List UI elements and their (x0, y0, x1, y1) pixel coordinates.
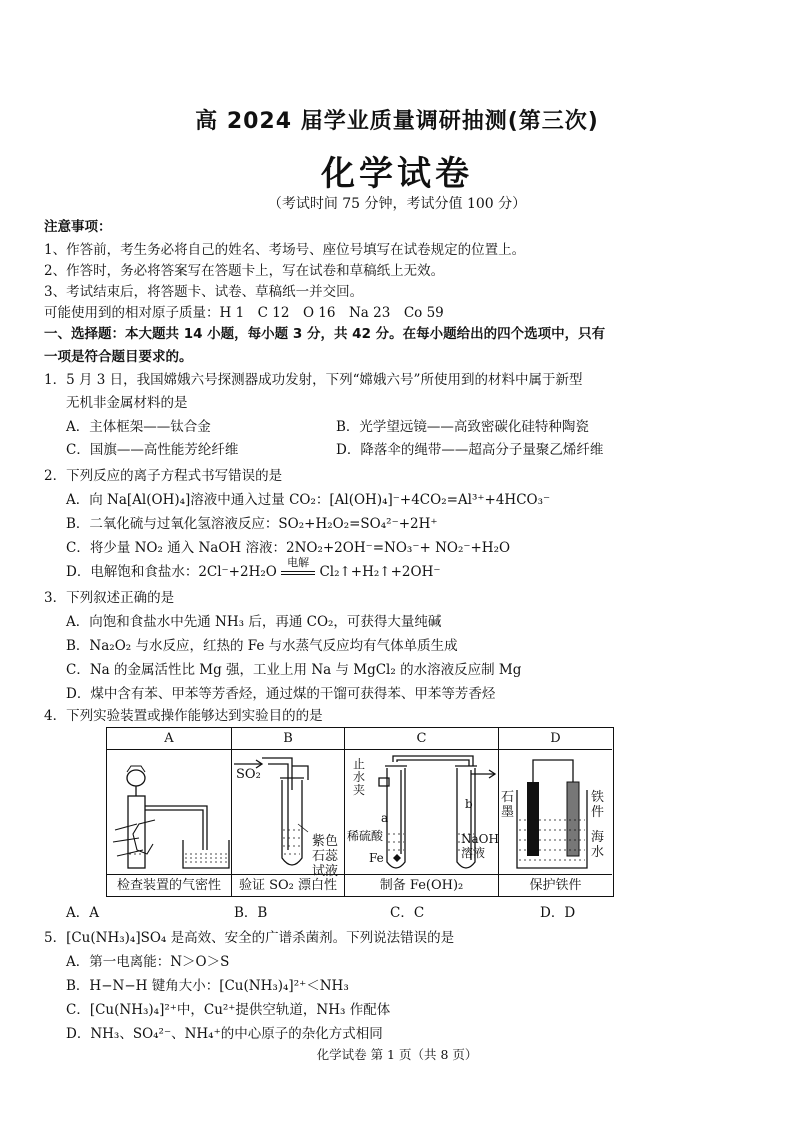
q2-option-d (66, 556, 441, 582)
q2-stem: 2．下列反应的离子方程式书写错误的是 (44, 468, 283, 484)
q1-option-c: C．国旗——高性能芳纶纤维 (66, 442, 239, 458)
q5-option-a: A．第一电离能：N＞O＞S (66, 954, 230, 970)
q4-option-c: C．C (390, 905, 425, 921)
column-header: D (499, 728, 612, 750)
tube-a-label: a (381, 811, 389, 825)
apparatus-column-c (345, 728, 499, 896)
q1-option-d: D．降落伞的绳带——超高分子量聚乙烯纤维 (336, 442, 604, 458)
naoh-label: NaOH 溶液 (461, 832, 499, 860)
litmus-label: 紫色 石蕊 试液 (312, 834, 339, 879)
stopcock-label: 止 水 夹 (353, 757, 366, 797)
iron-label: Fe (369, 851, 384, 865)
q4-apparatus-table (106, 727, 614, 897)
page-footer: 化学试卷 第 1 页（共 8 页） (316, 1047, 478, 1062)
q1-stem-cont: 无机非金属材料的是 (66, 395, 188, 411)
q5-stem: 5．[Cu(NH₃)₄]SO₄ 是高效、安全的广谱杀菌剂。下列说法错误的是 (44, 930, 455, 946)
iron-electrode (567, 782, 579, 856)
q3-option-a: A．向饱和食盐水中先通 NH₃ 后，再通 CO₂，可获得大量纯碱 (66, 614, 442, 630)
q2-option-a: A．向 Na[Al(OH)₄]溶液中通入过量 CO₂：[Al(OH)₄]⁻+4CO₂=Al³⁺+4HCO₃⁻ (66, 492, 551, 508)
so2-label: SO₂ (236, 767, 261, 782)
q4-option-d: D．D (540, 905, 576, 921)
q1-stem: 1．5 月 3 日，我国嫦娥六号探测器成功发射，下列“嫦娥六号”所使用到的材料中属于新型 (44, 372, 583, 388)
column-caption: 制备 Fe(OH)₂ (345, 874, 498, 896)
column-header: C (345, 728, 498, 750)
equals-line-bottom (281, 574, 315, 575)
column-header: A (107, 728, 231, 750)
graphite-label: 石 墨 (501, 790, 515, 820)
section-heading: 一、选择题：本大题共 14 小题，每小题 3 分，共 42 分。在每小题给出的四个选项中，只有 (44, 326, 606, 342)
q1-option-b: B．光学望远镜——高致密碳化硅特种陶瓷 (336, 419, 589, 435)
tube-b-label: b (465, 797, 473, 811)
apparatus-column-d (499, 728, 612, 896)
airtightness-apparatus (107, 750, 231, 874)
q4-option-a: A．A (66, 905, 99, 921)
section-heading-cont: 一项是符合题目要求的。 (44, 349, 193, 365)
exam-time-note: （考试时间 75 分钟，考试分值 100 分） (267, 196, 527, 212)
apparatus-column-b (232, 728, 345, 896)
q3-option-d: D．煤中含有苯、甲苯等芳香烃，通过煤的干馏可获得苯、甲苯等芳香烃 (66, 686, 496, 702)
seawater-label: 海 水 (591, 830, 605, 860)
q2-option-c: C．将少量 NO₂ 通入 NaOH 溶液：2NO₂+2OH⁻=NO₃⁻+ NO₂⁻+H₂O (66, 540, 511, 556)
q2-d-left: D．电解饱和食盐水：2Cl⁻+2H₂O (66, 564, 277, 580)
condition-text: 电解 (287, 556, 310, 569)
dilute-h2so4-label: 稀硫酸 (347, 829, 384, 843)
q3-stem: 3．下列叙述正确的是 (44, 590, 175, 606)
column-caption: 保护铁件 (499, 874, 612, 896)
note-item: 3、考试结束后，将答题卡、试卷、草稿纸一并交回。 (44, 284, 364, 300)
column-header: B (232, 728, 344, 750)
q4-stem: 4．下列实验装置或操作能够达到实验目的的是 (44, 708, 323, 724)
subject-title: 化学试卷 (321, 154, 473, 194)
q5-option-d: D．NH₃、SO₄²⁻、NH₄⁺的中心原子的杂化方式相同 (66, 1026, 383, 1042)
notes-heading: 注意事项： (44, 219, 112, 235)
note-item: 1、作答前，考生务必将自己的姓名、考场号、座位号填写在试卷规定的位置上。 (44, 242, 526, 258)
iron-hydroxide-apparatus (345, 750, 498, 874)
q3-option-b: B．Na₂O₂ 与水反应，红热的 Fe 与水蒸气反应均有气体单质生成 (66, 638, 458, 654)
atomic-masses: 可能使用到的相对原子质量：H 1 C 12 O 16 Na 23 Co 59 (44, 305, 444, 321)
graphite-electrode (527, 782, 539, 856)
equals-line-top (281, 571, 315, 572)
q5-option-b: B．H−N−H 键角大小：[Cu(NH₃)₄]²⁺＜NH₃ (66, 978, 349, 994)
q2-option-b: B．二氧化硫与过氧化氢溶液反应：SO₂+H₂O₂=SO₄²⁻+2H⁺ (66, 516, 438, 532)
q4-option-b: B．B (234, 905, 268, 921)
q2-d-right: Cl₂↑+H₂↑+2OH⁻ (319, 564, 441, 580)
q5-option-c: C．[Cu(NH₃)₄]²⁺中，Cu²⁺提供空轨道，NH₃ 作配体 (66, 1002, 391, 1018)
iron-protection-apparatus (499, 750, 612, 874)
q3-option-c: C．Na 的金属活性比 Mg 强，工业上用 Na 与 MgCl₂ 的水溶液反应制 Mg (66, 662, 522, 678)
iron-part-label: 铁 件 (591, 790, 605, 820)
apparatus-column-a (107, 728, 232, 896)
q1-option-a: A．主体框架——钛合金 (66, 419, 211, 435)
column-caption: 检查装置的气密性 (107, 874, 231, 896)
note-item: 2、作答时，务必将答案写在答题卡上，写在试卷和草稿纸上无效。 (44, 263, 445, 279)
exam-title: 高 2024 届学业质量调研抽测(第三次) (195, 109, 599, 134)
airtightness-drawing (107, 750, 231, 874)
so2-bleach-apparatus (232, 750, 344, 879)
column-caption: 验证 SO₂ 漂白性 (232, 874, 344, 896)
